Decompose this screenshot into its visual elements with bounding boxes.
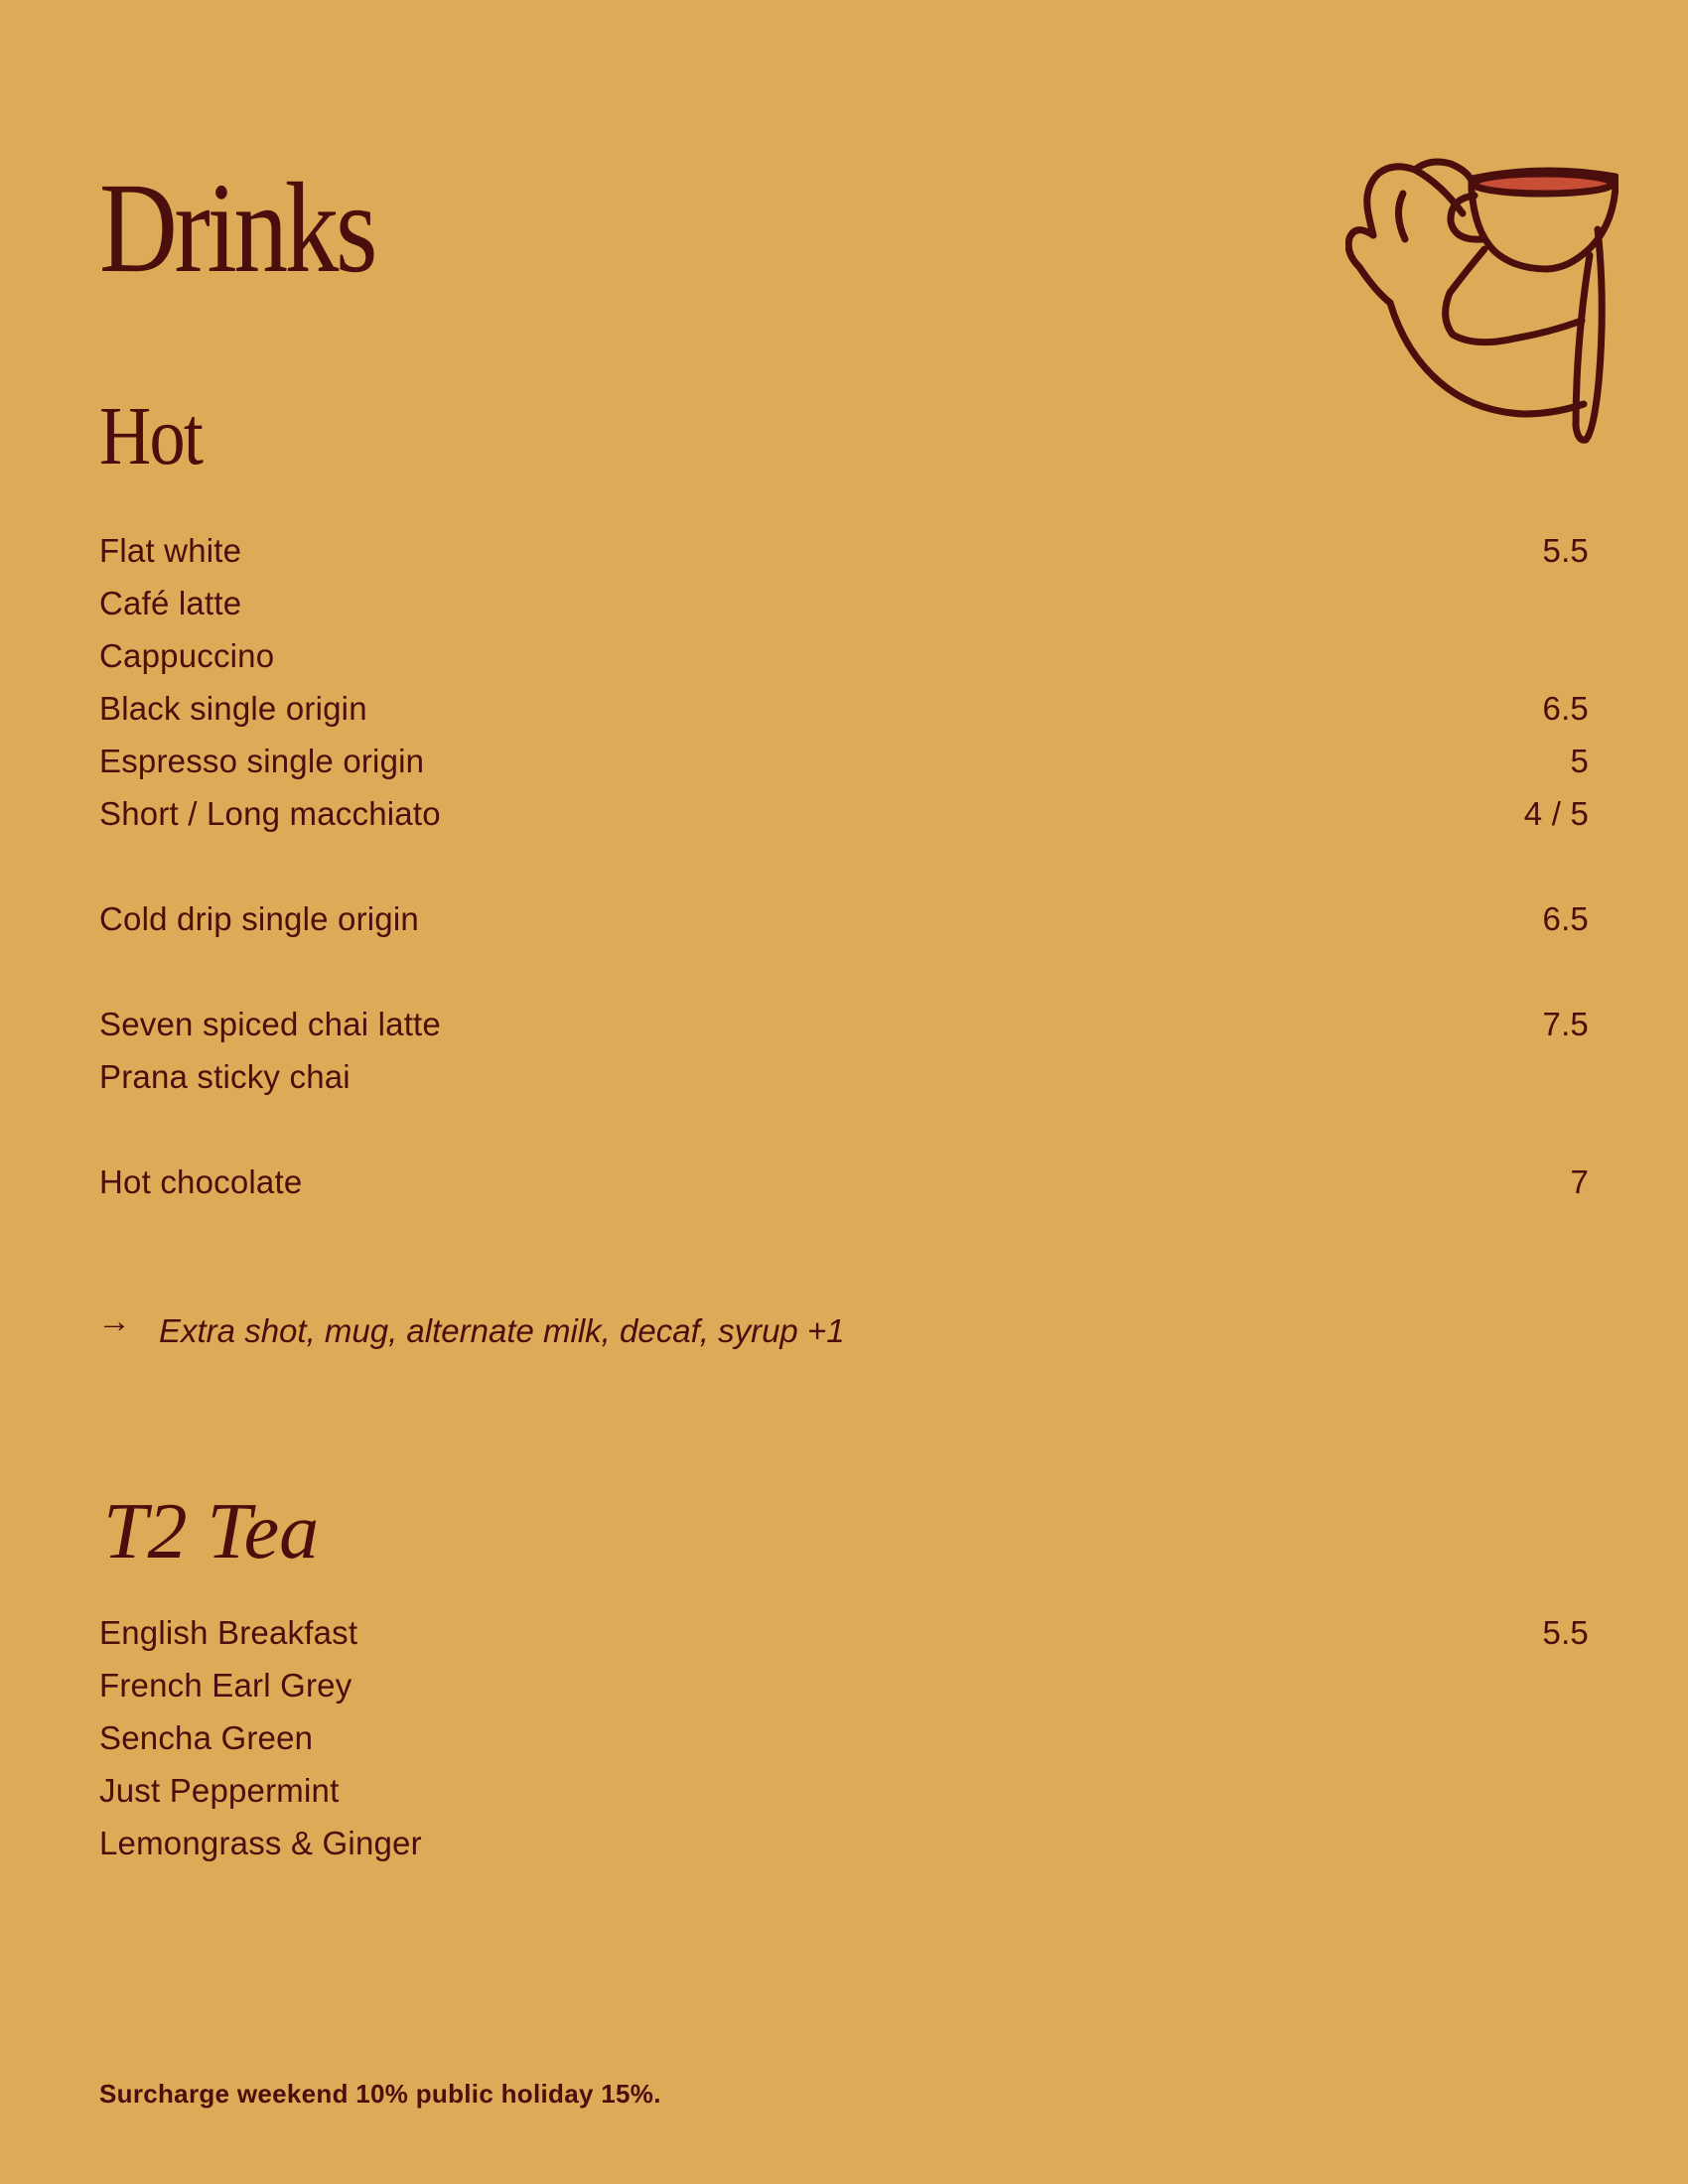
item-name: Cappuccino — [99, 636, 275, 674]
item-price: 5 — [1570, 742, 1589, 779]
item-price: 7.5 — [1542, 1005, 1589, 1042]
menu-item — [99, 1711, 1589, 1764]
item-price: 6.5 — [1542, 689, 1589, 727]
item-name: English Breakfast — [99, 1613, 358, 1651]
menu-item — [99, 892, 1589, 945]
item-price: 6.5 — [1542, 899, 1589, 937]
item-name: Café latte — [99, 584, 242, 621]
item-name: Lemongrass & Ginger — [99, 1824, 422, 1861]
item-price: 5.5 — [1542, 531, 1589, 569]
item-name: Black single origin — [99, 689, 367, 727]
hot-drinks-list — [99, 524, 1589, 1208]
menu-item — [99, 524, 1589, 577]
menu-item — [99, 735, 1589, 787]
item-name: Short / Long macchiato — [99, 794, 441, 832]
menu-item — [99, 1817, 1589, 1869]
item-name: Just Peppermint — [99, 1771, 340, 1809]
hot-section-heading: Hot — [99, 390, 203, 482]
menu-item — [99, 1764, 1589, 1817]
item-name: Espresso single origin — [99, 742, 425, 779]
extras-note — [97, 1302, 845, 1350]
tea-section-heading: T2 Tea — [103, 1488, 320, 1575]
item-price: 4 / 5 — [1523, 794, 1589, 832]
item-price: 5.5 — [1542, 1613, 1589, 1651]
item-name: Hot chocolate — [99, 1162, 303, 1200]
item-price: 7 — [1570, 1162, 1589, 1200]
menu-item — [99, 1659, 1589, 1711]
item-name: French Earl Grey — [99, 1666, 352, 1704]
arrow-right-icon: → — [97, 1302, 131, 1340]
menu-item — [99, 1050, 1589, 1103]
item-name: Sencha Green — [99, 1718, 314, 1756]
menu-item — [99, 629, 1589, 682]
item-name: Seven spiced chai latte — [99, 1005, 441, 1042]
menu-item — [99, 998, 1589, 1050]
page-title: Drinks — [99, 157, 375, 300]
menu-item — [99, 1606, 1589, 1659]
menu-item — [99, 1156, 1589, 1208]
menu-item — [99, 577, 1589, 629]
surcharge-note: Surcharge weekend 10% public holiday 15%. — [99, 2079, 661, 2109]
tea-list — [99, 1606, 1589, 1869]
menu-item — [99, 682, 1589, 735]
item-name: Flat white — [99, 531, 242, 569]
item-name: Cold drip single origin — [99, 899, 419, 937]
item-name: Prana sticky chai — [99, 1057, 351, 1095]
extras-text: Extra shot, mug, alternate milk, decaf, syrup +1 — [159, 1312, 845, 1349]
hand-holding-cup-icon — [1345, 144, 1618, 452]
menu-item — [99, 787, 1589, 840]
